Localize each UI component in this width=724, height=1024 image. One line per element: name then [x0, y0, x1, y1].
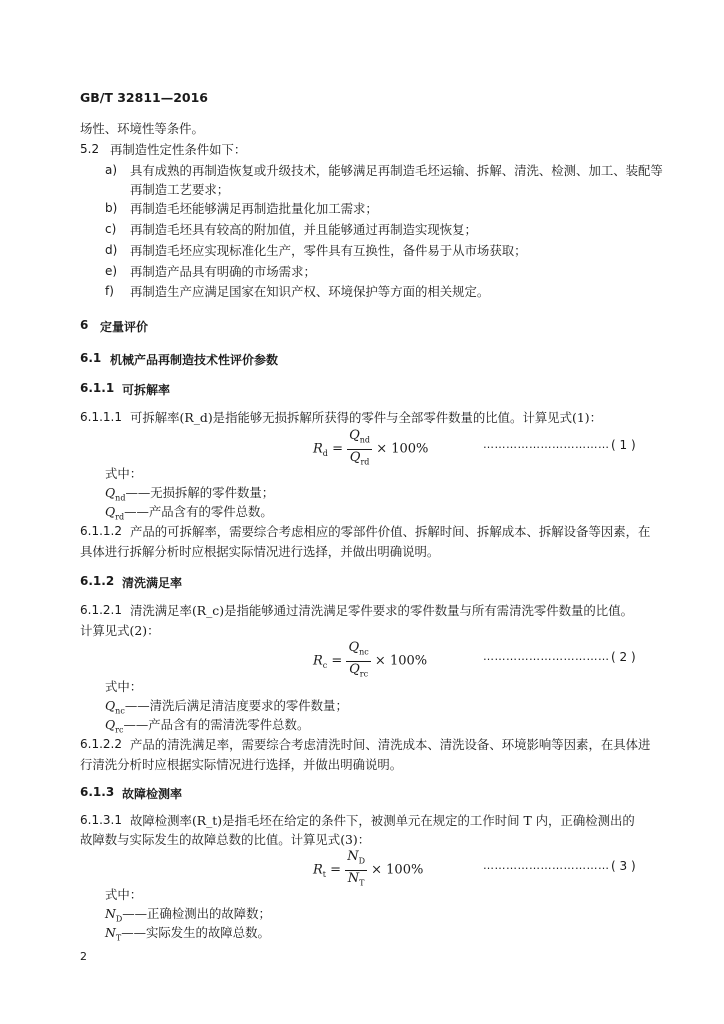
clause-text: 故障数与实际发生的故障总数的比值。计算见式(3)： — [80, 832, 371, 847]
formula-lhs: R — [313, 653, 323, 669]
symbol: N — [105, 906, 116, 921]
formula-lhs-sub: c — [322, 661, 328, 671]
numerator-sub: nc — [359, 647, 369, 657]
symbol: N — [105, 925, 116, 940]
formula-1 — [313, 428, 428, 470]
clause-text: 计算见式(2)： — [80, 623, 160, 638]
clause-number: 6.1.2.1 — [80, 603, 122, 617]
equals-sign: = — [330, 862, 342, 878]
clause-number: 6.1.1.1 — [80, 410, 122, 424]
equation-number: ( 3 ) — [611, 859, 636, 873]
denominator-sub: rd — [360, 457, 370, 467]
list-item-text: 具有成熟的再制造恢复或升级技术，能够满足再制造毛坯运输、拆解、清洗、检测、加工、装配等 — [130, 163, 663, 178]
list-label: c) — [105, 222, 117, 236]
symbol: Q — [105, 698, 116, 713]
list-item-text: 再制造毛坯应实现标准化生产，零件具有互换性，备件易于从市场获取； — [130, 243, 527, 258]
formula-lhs-sub: t — [322, 870, 327, 880]
leader-dots: …………………………… — [483, 859, 610, 872]
formula-lhs: R — [313, 862, 323, 878]
definition-text: ——产品含有的零件总数。 — [124, 504, 273, 519]
clause-text: 清洗满足率(R_c)是指能够通过清洗满足零件要求的零件数量与所有需清洗零件数量的比值。 — [130, 603, 633, 618]
symbol-sub: D — [115, 914, 123, 924]
symbol: Q — [105, 504, 116, 519]
clause-number: 6.1.3.1 — [80, 813, 122, 827]
formula-3 — [313, 849, 423, 891]
symbol-sub: rc — [115, 725, 124, 735]
denominator: Q — [349, 449, 361, 465]
list-item-text: 再制造毛坯具有较高的附加值，并且能够通过再制造实现恢复； — [130, 222, 477, 237]
definition-text: ——实际发生的故障总数。 — [121, 925, 270, 940]
list-label: d) — [105, 243, 118, 257]
equals-sign: = — [332, 441, 343, 457]
where-label: 式中： — [105, 679, 143, 694]
section-title: 清洗满足率 — [122, 576, 183, 590]
section-number: 6.1.2 — [80, 574, 115, 588]
fraction — [346, 640, 370, 682]
clause-text: 可拆解率(R_d)是指能够无损拆解所获得的零件与全部零件数量的比值。计算见式(1)： — [130, 410, 602, 425]
definition-text: ——产品含有的需清洗零件总数。 — [123, 717, 310, 732]
equation-number: ( 2 ) — [611, 650, 636, 664]
formula-lhs: R — [313, 441, 323, 457]
clause-text: 再制造性定性条件如下： — [110, 142, 247, 157]
equals-sign: = — [331, 653, 343, 669]
formula-rhs: × 100% — [374, 653, 428, 669]
definition-text: ——清洗后满足清洁度要求的零件数量； — [124, 698, 348, 713]
list-label: e) — [105, 264, 118, 278]
formula-lhs-sub: d — [322, 449, 328, 459]
definition-line — [105, 504, 273, 525]
list-label: f) — [105, 284, 114, 298]
list-label: b) — [105, 201, 118, 215]
formula-rhs: × 100% — [371, 862, 424, 878]
leader-dots: …………………………… — [483, 650, 610, 663]
clause-text: 产品的清洗满足率，需要综合考虑清洗时间、清洗成本、清洗设备、环境影响等因素，在具体进 — [130, 737, 651, 752]
clause-text: 故障检测率(R_t)是指毛坯在给定的条件下，被测单元在规定的工作时间 T 内，正确检测出的 — [130, 813, 635, 828]
symbol-sub: T — [115, 933, 122, 943]
page-number: 2 — [80, 950, 87, 963]
clause-text: 产品的可拆解率，需要综合考虑相应的零部件价值、拆解时间、拆解成本、拆解设备等因素，在 — [130, 524, 651, 539]
definition-text: ——无损拆解的零件数量； — [125, 485, 275, 500]
section-number: 6 — [80, 318, 89, 332]
symbol: Q — [105, 485, 116, 500]
clause-number: 6.1.1.2 — [80, 524, 122, 538]
fraction — [347, 428, 372, 470]
denominator-sub: rc — [359, 669, 369, 679]
numerator: N — [347, 849, 359, 864]
where-label: 式中： — [105, 466, 143, 481]
section-number: 6.1 — [80, 351, 102, 365]
symbol: Q — [105, 717, 116, 732]
section-number: 6.1.3 — [80, 785, 115, 799]
section-title: 可拆解率 — [122, 383, 171, 397]
clause-number: 5.2 — [80, 142, 100, 156]
numerator-sub: D — [358, 856, 365, 866]
denominator-sub: T — [359, 878, 365, 888]
standard-code: GB/T 32811—2016 — [80, 90, 209, 105]
denominator: N — [347, 870, 360, 886]
continuation-text: 场性、环境性等条件。 — [80, 121, 204, 136]
leader-dots: …………………………… — [483, 438, 610, 451]
definition-line — [105, 717, 309, 738]
equation-number: ( 1 ) — [611, 438, 636, 452]
clause-text: 行清洗分析时应根据实际情况进行选择，并做出明确说明。 — [80, 757, 403, 772]
section-title: 故障检测率 — [122, 787, 183, 801]
section-number: 6.1.1 — [80, 381, 115, 395]
fraction — [345, 849, 367, 891]
denominator: Q — [349, 661, 360, 677]
symbol-sub: nc — [115, 706, 125, 716]
formula-rhs: × 100% — [376, 441, 429, 457]
symbol-sub: nd — [115, 493, 126, 503]
list-item-text: 再制造工艺要求； — [130, 182, 230, 197]
numerator-sub: nd — [359, 435, 371, 445]
list-item-text: 再制造产品具有明确的市场需求； — [130, 264, 316, 279]
numerator: Q — [349, 428, 360, 443]
clause-number: 6.1.2.2 — [80, 737, 122, 751]
formula-2 — [313, 640, 427, 682]
list-item-text: 再制造生产应满足国家在知识产权、环境保护等方面的相关规定。 — [130, 284, 490, 299]
definition-text: ——正确检测出的故障数； — [122, 906, 271, 921]
where-label: 式中： — [105, 887, 143, 902]
list-item-text: 再制造毛坯能够满足再制造批量化加工需求； — [130, 201, 378, 216]
section-title: 定量评价 — [100, 320, 149, 334]
definition-line — [105, 925, 270, 946]
clause-text: 具体进行拆解分析时应根据实际情况进行选择，并做出明确说明。 — [80, 544, 440, 559]
list-label: a) — [105, 163, 118, 177]
section-title: 机械产品再制造技术性评价参数 — [110, 353, 279, 367]
symbol-sub: rd — [115, 512, 125, 522]
numerator: Q — [348, 640, 360, 655]
